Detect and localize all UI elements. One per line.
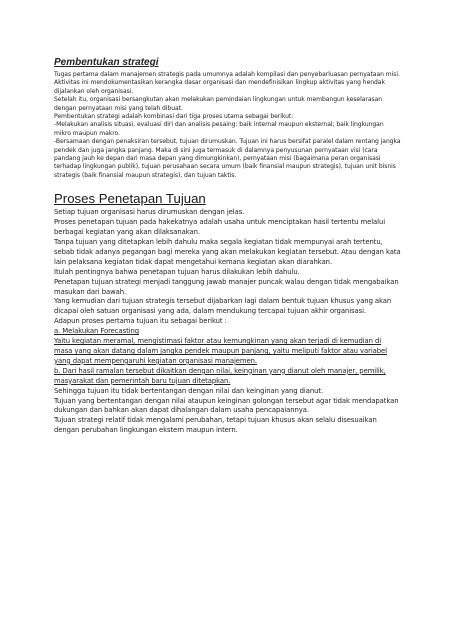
- paragraph: Yang kemudian dari tujuan strategis tersebut dijabarkan lagi dalam bentuk tujuan khusus yang akan dicapai oleh satuan organisasi yang ada, dalam mendukung tercapai tujuan akhir organisasi.: [54, 297, 392, 316]
- paragraph: Pembentukan strategi adalah kombinasi dari tiga proses utama sebagai berikut:: [54, 113, 294, 121]
- paragraph: Sehingga tujuan itu tidak bertentangan dengan nilai dan keinginan yang dianut.: [54, 386, 324, 395]
- section-strategy-formation: [54, 56, 401, 180]
- section-body: [54, 208, 401, 436]
- paragraph: Proses penetapan tujuan pada hakekatnya adalah usaha untuk menciptakan hasil tertentu melalui berbagai kegiatan yang akan dilaksanakan.: [54, 218, 386, 237]
- paragraph: Setiap tujuan organisasi harus dirumuskan dengan jelas.: [54, 208, 245, 217]
- underlined-paragraph: Yaitu kegiatan meramal, mengistimasi faktor atau kemungkinan yang akan terjadi di kemudian di masa yang akan datang dalam jangka pendek maupun panjang, yaitu meliputi faktor atau variabel yang dapat mempengaruhi kegiatan organisasi manajemen.: [54, 337, 388, 365]
- paragraph: Setelah itu, organisasi bersangkutan akan melakukan pemindaian lingkungan untuk membangun keselarasan dengan pernyataan misi yang telah dibuat.: [54, 96, 383, 112]
- paragraph: Adapun proses pertama tujuan itu sebagai berikut :: [54, 317, 227, 326]
- section-body: [54, 71, 401, 180]
- section-title-goal-setting: Proses Penetapan Tujuan: [54, 191, 206, 207]
- paragraph: -Melakukan analisis situasi, evaluasi diri dan analisis pesaing: baik internal maupun eksternal; baik lingkungan mikro maupun makro.: [54, 121, 384, 137]
- paragraph: Tujuan strategi relatif tidak mengalami perubahan, tetapi tujuan khusus akan selalu disesuaikan dengan perubahan lingkungan ekstern maupun intern.: [54, 416, 377, 435]
- paragraph: Penetapan tujuan strategi menjadi tanggung jawab manajer puncak walau dengan tidak mengabaikan masukan dari bawah.: [54, 277, 399, 296]
- paragraph: Itulah pentingnya bahwa penetapan tujuan harus dilakukan lebih dahulu.: [54, 267, 300, 276]
- paragraph: Tanpa tujuan yang ditetapkan lebih dahulu maka segala kegiatan tidak mempunyai arah tertentu, sebab tidak adanya pegangan bagi mereka yang akan melakukan kegiatan tersebut. Atau dengan kata lain pelaksana kegiatan tidak dapat mengetahui kemana kegiatan akan diarahkan.: [54, 238, 401, 266]
- paragraph: Tujuan yang bertentangan dengan nilai ataupun keinginan golongan tersebut agar tidak mendapatkan dukungan dan bahkan akan dapat dihalangan dalam usaha pencapaiannya.: [54, 396, 399, 415]
- underlined-paragraph: a. Melakukan Forecasting: [54, 327, 140, 336]
- underlined-paragraph: b. Dari hasil ramalan tersebut dikaitkan dengan nilai, keinginan yang dianut oleh manajer, pemilik, masyarakat dan pemerintah baru tujuan ditetapkan.: [54, 366, 386, 385]
- paragraph: -Bersamaan dengan penaksiran tersebut, tujuan dirumuskan. Tujuan ini harus bersifat paralel dalam rentang jangka pendek dan juga jangka panjang. Maka di sini juga termasuk di dalamnya penyusunan pernyataan visi (cara pandang jauh ke depan dari masa depan yang dimungkinkan), pernyataan misi (bagaimana peran organisasi terhadap lingkungan publik), tujuan perusahaan secara umum (baik finansial maupun strategis), tujuan unit bisnis strategis (baik finansial maupun strategis), dan tujuan taktis.: [54, 138, 401, 179]
- section-goal-setting: [54, 191, 401, 436]
- section-title-strategy-formation: Pembentukan strategi: [54, 57, 159, 68]
- paragraph: Tugas pertama dalam manajemen strategis pada umumnya adalah kompilasi dan penyebarluasan pernyataan misi. Aktivitas ini mendokumentasikan kerangka dasar organisasi dan mendefinisikan lingkup aktivitas yang hendak dijalankan oleh organisasi.: [54, 71, 400, 95]
